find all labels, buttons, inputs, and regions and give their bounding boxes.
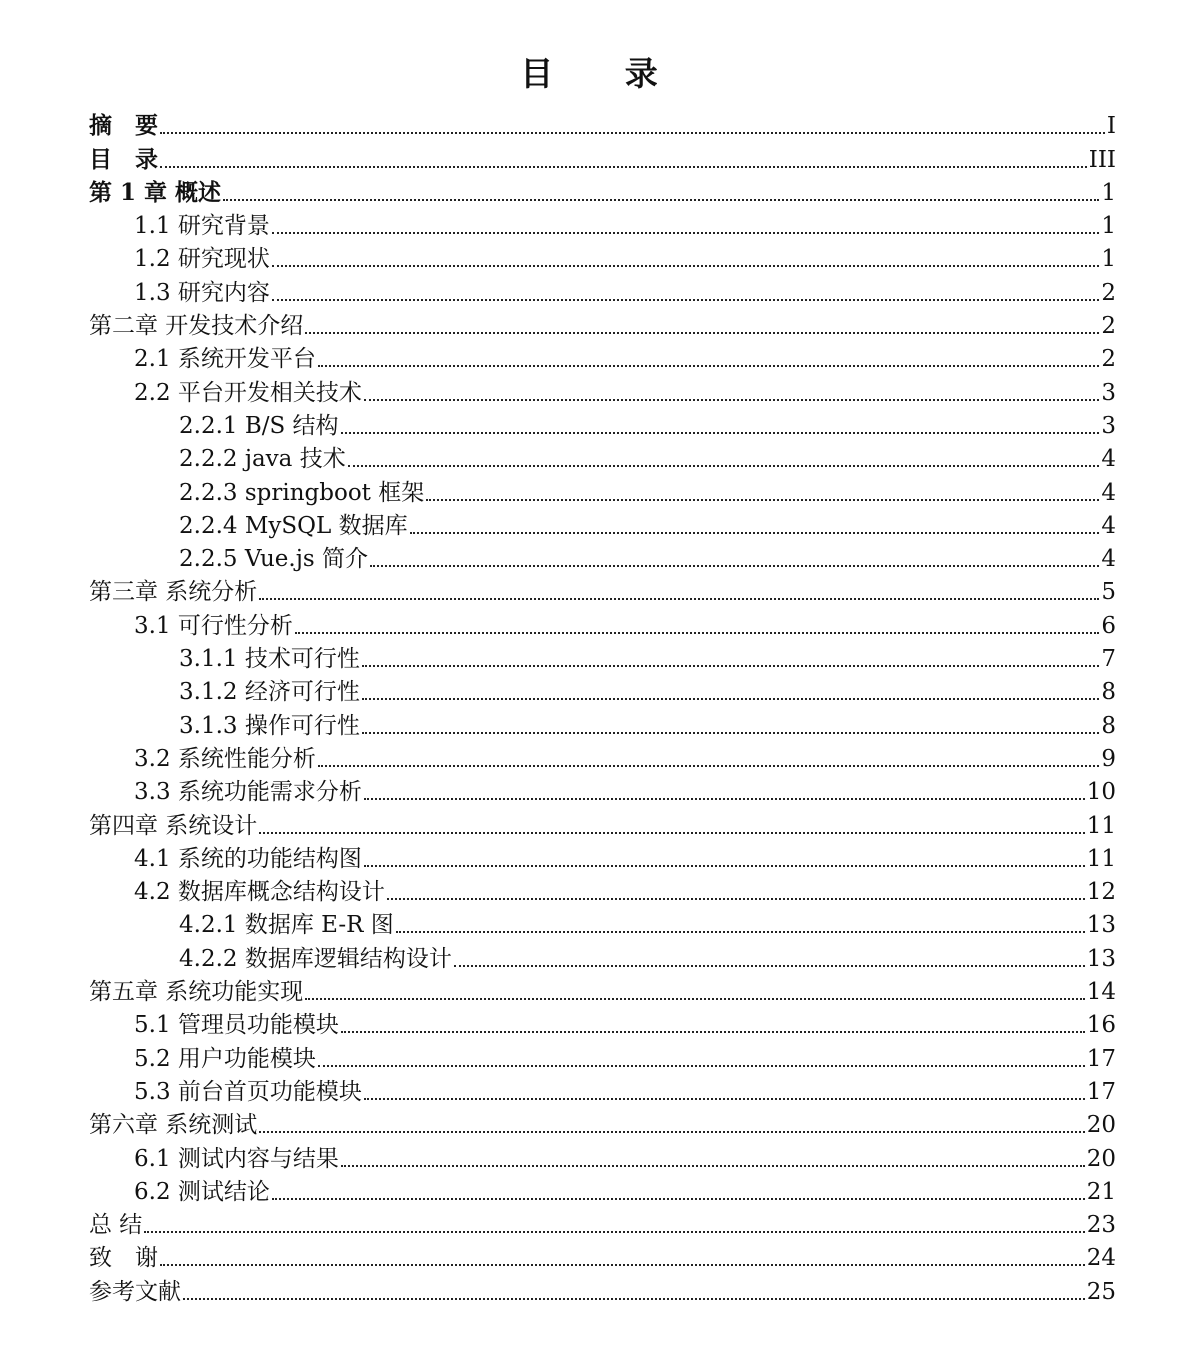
toc-dot-leader xyxy=(160,1264,1085,1266)
toc-entry[interactable] xyxy=(89,308,1116,341)
toc-entry-label: 3.1.1 技术可行性 xyxy=(179,646,360,673)
toc-dot-leader xyxy=(364,798,1085,800)
toc-dot-leader xyxy=(183,1298,1085,1300)
toc-entry-page-number: 10 xyxy=(1086,779,1116,806)
toc-entry[interactable] xyxy=(89,574,1116,607)
toc-dot-leader xyxy=(259,832,1084,834)
toc-entry[interactable] xyxy=(89,641,1116,674)
toc-entry[interactable] xyxy=(89,441,1116,474)
toc-entry-page-number: 2 xyxy=(1101,279,1116,306)
toc-entry-page-number: 23 xyxy=(1086,1212,1116,1239)
toc-entry[interactable] xyxy=(89,1040,1116,1073)
toc-dot-leader xyxy=(272,299,1099,301)
toc-entry-label: 2.2.4 MySQL 数据库 xyxy=(179,512,408,539)
toc-entry-label: 参考文献 xyxy=(89,1278,181,1305)
toc-entry[interactable] xyxy=(89,541,1116,574)
toc-entry-page-number: 2 xyxy=(1101,346,1116,373)
toc-entry-page-number: 7 xyxy=(1101,646,1116,673)
toc-entry[interactable] xyxy=(89,907,1116,940)
toc-dot-leader xyxy=(259,1131,1084,1133)
toc-dot-leader xyxy=(454,965,1085,967)
toc-entry-page-number: 5 xyxy=(1101,579,1116,606)
toc-entry-page-number: 8 xyxy=(1101,679,1116,706)
toc-entry-label: 第 1 章 概述 xyxy=(89,178,222,206)
toc-entry-label: 2.2.2 java 技术 xyxy=(179,446,346,473)
toc-entry-label: 第五章 系统功能实现 xyxy=(89,979,304,1006)
toc-entry[interactable] xyxy=(89,1107,1116,1140)
toc-dot-leader xyxy=(272,265,1099,267)
toc-entry[interactable] xyxy=(89,841,1116,874)
toc-entry[interactable] xyxy=(89,341,1116,374)
toc-entry-page-number: 1 xyxy=(1101,179,1116,206)
toc-entry-page-number: 16 xyxy=(1086,1012,1116,1039)
toc-entry-page-number: 4 xyxy=(1101,512,1116,539)
toc-dot-leader xyxy=(272,1198,1085,1200)
toc-entry-label: 第四章 系统设计 xyxy=(89,812,258,839)
toc-entry[interactable] xyxy=(89,1074,1116,1107)
toc-entry-page-number: 20 xyxy=(1086,1112,1116,1139)
toc-dot-leader xyxy=(362,698,1100,700)
toc-dot-leader xyxy=(362,732,1100,734)
toc-dot-leader xyxy=(305,332,1099,334)
toc-dot-leader xyxy=(348,465,1100,467)
toc-entry-page-number: 4 xyxy=(1101,479,1116,506)
toc-entry[interactable] xyxy=(89,408,1116,441)
toc-entry-label: 1.2 研究现状 xyxy=(134,246,270,273)
toc-entry[interactable] xyxy=(89,607,1116,640)
toc-entry-page-number: 24 xyxy=(1086,1245,1116,1272)
toc-entry-label: 3.1.3 操作可行性 xyxy=(179,712,360,739)
toc-dot-leader xyxy=(341,1031,1085,1033)
toc-entry-label: 4.1 系统的功能结构图 xyxy=(134,845,362,872)
toc-dot-leader xyxy=(223,199,1099,201)
toc-entry-page-number: 1 xyxy=(1101,246,1116,273)
toc-entry[interactable] xyxy=(89,1007,1116,1040)
toc-entry[interactable] xyxy=(89,175,1116,208)
toc-entry-page-number: 11 xyxy=(1086,812,1116,839)
toc-entry-label: 3.2 系统性能分析 xyxy=(134,745,316,772)
toc-dot-leader xyxy=(259,598,1099,600)
toc-dot-leader xyxy=(295,632,1099,634)
toc-entry-label: 摘 要 xyxy=(89,112,158,140)
toc-entry[interactable] xyxy=(89,1240,1116,1273)
toc-entry-label: 3.3 系统功能需求分析 xyxy=(134,779,362,806)
toc-entry-page-number: 13 xyxy=(1086,912,1116,939)
toc-entry[interactable] xyxy=(89,208,1116,241)
toc-dot-leader xyxy=(410,532,1100,534)
toc-entry-label: 目 录 xyxy=(89,145,158,173)
toc-entry-page-number: 20 xyxy=(1086,1145,1116,1172)
toc-entry-page-number: 11 xyxy=(1086,845,1116,872)
toc-entry-page-number: 17 xyxy=(1086,1045,1116,1072)
toc-list xyxy=(89,108,1116,1307)
toc-entry[interactable] xyxy=(89,674,1116,707)
toc-entry-label: 第六章 系统测试 xyxy=(89,1112,258,1139)
toc-entry-page-number: 14 xyxy=(1086,979,1116,1006)
toc-dot-leader xyxy=(305,998,1084,1000)
toc-dot-leader xyxy=(362,665,1100,667)
toc-dot-leader xyxy=(341,1165,1085,1167)
toc-entry[interactable] xyxy=(89,108,1116,141)
toc-entry-page-number: 9 xyxy=(1101,745,1116,772)
toc-dot-leader xyxy=(387,898,1085,900)
toc-dot-leader xyxy=(341,432,1100,434)
toc-entry-page-number: 1 xyxy=(1101,213,1116,240)
toc-entry-page-number: 3 xyxy=(1101,379,1116,406)
toc-entry-page-number: 2 xyxy=(1101,313,1116,340)
toc-entry[interactable] xyxy=(89,1273,1116,1306)
toc-entry[interactable] xyxy=(89,141,1116,174)
toc-title: 目 录 xyxy=(520,54,688,93)
toc-entry-label: 5.3 前台首页功能模块 xyxy=(134,1078,362,1105)
toc-entry[interactable] xyxy=(89,707,1116,740)
toc-entry-page-number: III xyxy=(1088,146,1116,173)
toc-entry-label: 5.1 管理员功能模块 xyxy=(134,1012,339,1039)
toc-entry-label: 致 谢 xyxy=(89,1245,158,1272)
toc-entry[interactable] xyxy=(89,807,1116,840)
toc-entry[interactable] xyxy=(89,241,1116,274)
toc-dot-leader xyxy=(364,865,1085,867)
toc-entry-page-number: 4 xyxy=(1101,546,1116,573)
toc-dot-leader xyxy=(364,1098,1085,1100)
toc-entry-label: 2.2 平台开发相关技术 xyxy=(134,379,362,406)
toc-entry-label: 2.2.3 springboot 框架 xyxy=(179,479,425,506)
toc-entry-page-number: 4 xyxy=(1101,446,1116,473)
toc-entry-page-number: 6 xyxy=(1101,612,1116,639)
toc-entry-label: 6.2 测试结论 xyxy=(134,1178,270,1205)
toc-entry-label: 第二章 开发技术介绍 xyxy=(89,313,304,340)
toc-entry[interactable] xyxy=(89,774,1116,807)
toc-dot-leader xyxy=(396,931,1085,933)
toc-entry-label: 5.2 用户功能模块 xyxy=(134,1045,316,1072)
toc-entry[interactable] xyxy=(89,874,1116,907)
toc-dot-leader xyxy=(364,399,1099,401)
toc-dot-leader xyxy=(144,1231,1084,1233)
toc-entry[interactable] xyxy=(89,1174,1116,1207)
toc-entry-label: 第三章 系统分析 xyxy=(89,579,258,606)
toc-entry[interactable] xyxy=(89,741,1116,774)
toc-entry-label: 4.2 数据库概念结构设计 xyxy=(134,879,385,906)
toc-entry[interactable] xyxy=(89,940,1116,973)
toc-entry-page-number: 12 xyxy=(1086,879,1116,906)
toc-entry[interactable] xyxy=(89,508,1116,541)
toc-entry-label: 总 结 xyxy=(89,1212,143,1239)
toc-dot-leader xyxy=(272,232,1099,234)
toc-dot-leader xyxy=(318,1065,1085,1067)
toc-entry-page-number: I xyxy=(1106,113,1116,140)
toc-entry-label: 6.1 测试内容与结果 xyxy=(134,1145,339,1172)
toc-entry[interactable] xyxy=(89,974,1116,1007)
toc-entry-label: 2.2.5 Vue.js 简介 xyxy=(179,546,368,573)
toc-dot-leader xyxy=(160,166,1087,168)
toc-entry-page-number: 3 xyxy=(1101,412,1116,439)
toc-entry-label: 1.3 研究内容 xyxy=(134,279,270,306)
toc-entry-page-number: 8 xyxy=(1101,712,1116,739)
toc-entry[interactable] xyxy=(89,474,1116,507)
toc-entry-label: 2.1 系统开发平台 xyxy=(134,346,316,373)
toc-entry[interactable] xyxy=(89,1140,1116,1173)
toc-entry-label: 1.1 研究背景 xyxy=(134,213,270,240)
toc-entry-label: 3.1 可行性分析 xyxy=(134,612,293,639)
toc-entry-page-number: 13 xyxy=(1086,945,1116,972)
toc-entry-page-number: 21 xyxy=(1086,1178,1116,1205)
toc-entry-label: 4.2.2 数据库逻辑结构设计 xyxy=(179,945,452,972)
toc-entry-label: 3.1.2 经济可行性 xyxy=(179,679,360,706)
toc-dot-leader xyxy=(318,765,1099,767)
toc-entry-page-number: 17 xyxy=(1086,1078,1116,1105)
toc-dot-leader xyxy=(318,365,1099,367)
toc-entry[interactable] xyxy=(89,1207,1116,1240)
toc-entry[interactable] xyxy=(89,374,1116,407)
toc-entry-label: 4.2.1 数据库 E-R 图 xyxy=(179,912,394,939)
toc-dot-leader xyxy=(370,565,1099,567)
toc-entry-page-number: 25 xyxy=(1086,1278,1116,1305)
toc-dot-leader xyxy=(160,132,1105,134)
toc-entry-label: 2.2.1 B/S 结构 xyxy=(179,412,339,439)
toc-entry[interactable] xyxy=(89,274,1116,307)
toc-dot-leader xyxy=(426,499,1099,501)
